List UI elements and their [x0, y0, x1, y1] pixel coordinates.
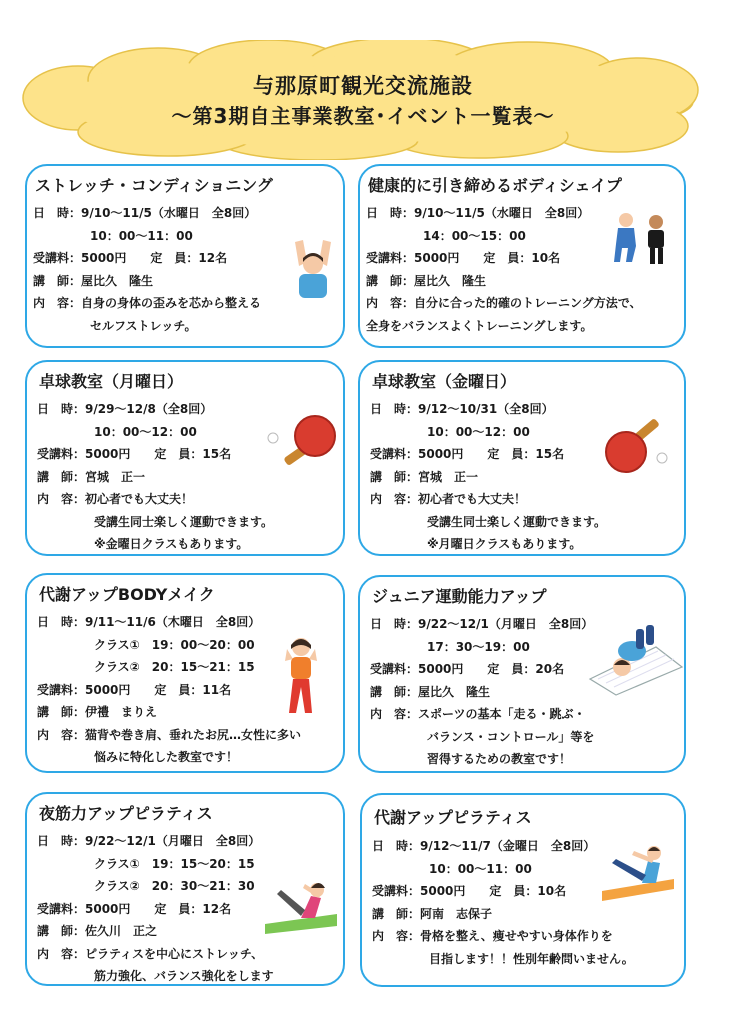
schedule-line: 日 時：9/12～11/7（金曜日 全8回）: [372, 839, 596, 853]
class-time-line: クラス② 20：15～21：15: [94, 660, 255, 674]
card-title: 卓球教室（月曜日）: [39, 372, 184, 391]
fee-line: 受講料：5000円 定 員：11名: [37, 682, 232, 697]
time-line: 14：00～15：00: [423, 228, 526, 243]
content-line: 内 容：ピラティスを中心にストレッチ、: [37, 946, 264, 961]
class-card-stretch: [25, 164, 345, 348]
class-time-line: クラス① 19：15～20：15: [94, 856, 255, 871]
header-banner: [18, 40, 708, 160]
fee-line: 受講料：5000円 定 員：10名: [366, 251, 561, 265]
fee-line: 受講料：5000円 定 員：12名: [33, 251, 228, 265]
class-time-line: クラス② 20：30～21：30: [94, 879, 255, 893]
page-title: 与那原町観光交流施設: [253, 74, 473, 98]
content-line: 受講生同士楽しく運動できます。: [94, 514, 274, 529]
card-title: 夜筋力アップピラティス: [39, 804, 213, 823]
instructor-line: 講 師：阿南 志保子: [372, 906, 493, 921]
class-card-body-shape: [358, 164, 686, 348]
content-line: 全身をバランスよくトレーニングします。: [366, 318, 593, 333]
instructor-line: 講 師：宮城 正一: [370, 469, 479, 484]
content-line: 内 容：スポーツの基本「走る・跳ぶ・: [370, 707, 586, 721]
schedule-line: 日 時：9/22～12/1（月曜日 全8回）: [370, 617, 594, 631]
content-line: バランス・コントロール」等を: [427, 729, 595, 744]
instructor-line: 講 師：屋比久 隆生: [366, 273, 487, 288]
woman-exercise-icon: [281, 635, 325, 715]
card-title: 代謝アップBODYメイク: [39, 585, 215, 604]
instructor-line: 講 師：屋比久 隆生: [370, 684, 491, 699]
content-line: 内 容：初心者でも大丈夫！: [370, 492, 527, 506]
content-line: 受講生同士楽しく運動できます。: [427, 514, 607, 529]
fee-line: 受講料：5000円 定 員：15名: [37, 447, 232, 461]
page-subtitle: ～第3期自主事業教室･イベント一覧表～: [171, 104, 555, 128]
ping-pong-paddle-icon: [263, 412, 339, 474]
schedule-line: 日 時：9/10～11/5（水曜日 全8回）: [366, 206, 590, 220]
class-card-night-pilates: [25, 792, 345, 986]
class-card-table-tennis-monday: [25, 360, 345, 556]
instructor-line: 講 師：屋比久 隆生: [33, 273, 154, 288]
woman-pilates-icon: [263, 876, 339, 936]
note-line: ※月曜日クラスもあります。: [427, 537, 582, 551]
schedule-line: 日 時：9/10～11/5（水曜日 全8回）: [33, 206, 257, 220]
content-line: 悩みに特化した教室です！: [94, 750, 239, 764]
class-card-metabolism-body-make: [25, 573, 345, 773]
time-line: 10：00～11：00: [90, 228, 193, 243]
card-title: ストレッチ・コンディショニング: [35, 176, 273, 195]
ping-pong-paddle-icon: [600, 418, 676, 480]
content-line: 習得するための教室です！: [427, 752, 572, 766]
trainer-squat-icon: [612, 210, 672, 266]
time-line: 10：00～11：00: [429, 861, 532, 876]
note-line: ※金曜日クラスもあります。: [94, 537, 249, 551]
content-line: 内 容：初心者でも大丈夫！: [37, 492, 194, 506]
time-line: 10：00～12：00: [427, 424, 530, 439]
class-time-line: クラス① 19：00～20：00: [94, 637, 255, 652]
content-line: 内 容：骨格を整え、痩せやすい身体作りを: [372, 929, 613, 943]
content-line: 内 容：自分に合った的確のトレーニング方法で、: [366, 296, 642, 310]
time-line: 17：30～19：00: [427, 639, 530, 654]
fee-line: 受講料：5000円 定 員：20名: [370, 662, 565, 676]
card-title: 卓球教室（金曜日）: [372, 372, 517, 391]
class-card-metabolism-pilates: [360, 793, 686, 987]
fee-line: 受講料：5000円 定 員：12名: [37, 901, 232, 916]
schedule-line: 日 時：9/29～12/8（全8回）: [37, 402, 213, 416]
man-pilates-icon: [598, 843, 678, 903]
content-line: 目指します！！性別年齢問いません。: [429, 951, 634, 966]
time-line: 10：00～12：00: [94, 424, 197, 439]
schedule-line: 日 時：9/11～11/6（木曜日 全8回）: [37, 615, 261, 629]
class-card-junior-athletics: [358, 575, 686, 773]
class-card-table-tennis-friday: [358, 360, 686, 556]
content-line: 内 容：猫背や巻き肩、垂れたお尻…女性に多い: [37, 727, 302, 742]
card-title: 健康的に引き締めるボディシェイプ: [368, 176, 622, 195]
schedule-line: 日 時：9/12～10/31（全8回）: [370, 402, 554, 416]
fee-line: 受講料：5000円 定 員：10名: [372, 884, 567, 898]
instructor-line: 講 師：伊禮 まりえ: [37, 705, 158, 719]
stretching-person-icon: [289, 236, 337, 298]
fee-line: 受講料：5000円 定 員：15名: [370, 447, 565, 461]
child-mat-roll-icon: [586, 623, 684, 697]
instructor-line: 講 師：佐久川 正之: [37, 924, 158, 938]
content-line: 内 容：自身の身体の歪みを芯から整える: [33, 296, 262, 310]
content-line: セルフストレッチ。: [90, 318, 197, 333]
content-line: 筋力強化、バランス強化をします: [94, 969, 274, 983]
card-title: 代謝アップピラティス: [374, 808, 532, 827]
instructor-line: 講 師：宮城 正一: [37, 469, 146, 484]
card-title: ジュニア運動能力アップ: [372, 587, 547, 606]
schedule-line: 日 時：9/22～12/1（月曜日 全8回）: [37, 834, 261, 848]
